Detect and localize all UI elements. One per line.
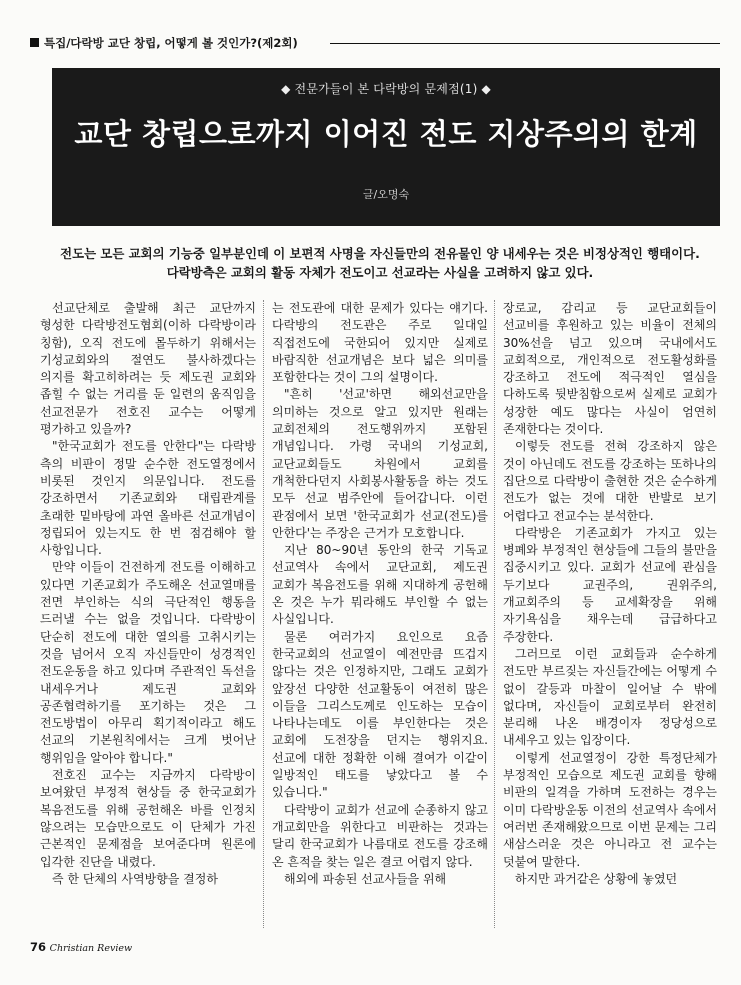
paragraph: "흔히 '선교'하면 해외선교만을 의미하는 것으로 알고 있지만 원래는 교회전체의 전도행위까지 포함된 개념입니다. 가령 국내의 기성교회, 교단교회들도 차원에서 교회를 개척한다던지 사회봉사활동을 하는 것도 모두 선교 범주안에 들어갑니다. 이런 관점에서 보면 '한국교회가 선교(전도)를 안한다'는 주장은 근거가 모호합니다. xyxy=(272,387,488,540)
column-divider xyxy=(263,300,264,928)
article-title: 교단 창립으로까지 이어진 전도 지상주의의 한계 xyxy=(74,117,698,151)
column-3 xyxy=(503,300,717,930)
paragraph: 다락방이 교회가 선교에 순종하지 않고 개교회만을 위한다고 비판하는 것과는 달리 한국교회가 나름대로 전도를 강조해 온 흔적을 찾는 일은 결코 어렵지 않다. xyxy=(272,802,488,869)
column-divider xyxy=(494,300,495,928)
paragraph: 해외에 파송된 선교사들을 위해 xyxy=(284,871,447,886)
paragraph: 만약 이들이 건전하게 전도를 이해하고 있다면 기존교회가 주도해온 선교열매를 전면 부인하는 식의 극단적인 행동을 드러낼 수는 없을 것입니다. 다락방이 단순히 전도에 대한 열의를 고취시키는 것을 넘어서 오직 자신들만이 성경적인 전도운동을 하고 있다며 주관적인 독선을 내세우거나 제도권 교회와 공존협력하기를 포기하는 것은 그 전도방법이 아무리 획기적이라고 해도 선교의 기본원칙에서는 크게 벗어난 행위임을 알아야 합니다." xyxy=(40,560,256,765)
paragraph: 물론 여러가지 요인으로 요즘 한국교회의 선교열이 예전만큼 뜨겁지 않다는 것은 인정하지만, 그래도 교회가 앞장선 다양한 선교활동이 여전히 많은 이들을 그리스도께로 인도하는 모습이 나타나는데도 이를 부인한다는 것은 교회에 도전장을 던지는 행위지요. 선교에 대한 정확한 이해 결여가 이같이 일방적인 태도를 낳았다고 볼 수 있습니다." xyxy=(272,629,488,800)
section-header xyxy=(30,36,720,52)
paragraph: 는 전도관에 대한 문제가 있다는 얘기다. 다락방의 전도관은 주로 일대일 직접전도에 국한되어 있지만 실제로 바람직한 선교개념은 보다 넓은 의미를 포함한다는 것이 그의 설명이다. xyxy=(272,301,488,385)
section-marker-icon xyxy=(30,38,39,47)
title-banner xyxy=(52,68,720,226)
paragraph: 다락방은 기존교회가 가지고 있는 병폐와 부정적인 현상들에 그들의 불만을 집중시키고 있다. 교회가 선교에 관심을 두기보다 교권주의, 권위주의, 개교회주의 등 교세확장을 위해 자기욕심을 채우는데 급급하다고 주장한다. xyxy=(503,525,717,644)
paragraph: "한국교회가 전도를 안한다"는 다락방 측의 비판이 정말 순수한 전도열정에서 비롯된 것인지 의문입니다. 전도를 강조하면서 기존교회와 대립관계를 초래한 밑바탕에 과연 올바른 선교개념이 정립되어 있는지도 한 번 점검해야 할 사항입니다. xyxy=(40,439,256,558)
magazine-name: Christian Review xyxy=(49,943,133,954)
paragraph: 이렇게 선교열정이 강한 특정단체가 부정적인 모습으로 제도권 교회를 향해 비판의 일격을 가하며 도전하는 경우는 이미 다락방운동 이전의 선교역사 속에서 여러번 존재해왔으므로 이번 문제는 그리 새삼스러운 것은 아니라고 전 교수는 덧붙여 말한다. xyxy=(503,750,717,869)
series-kicker: ◆ 전문가들이 본 다락방의 문제점(1) ◆ xyxy=(281,82,491,96)
paragraph: 그러므로 이런 교회들과 순수하게 전도만 부르짖는 자신들간에는 어떻게 수 없이 갈등과 마찰이 일어날 수 밖에 없다며, 자신들이 교회로부터 완전히 분리해 나온 배경이자 정당성으로 내세우고 있는 입장이다. xyxy=(503,646,717,748)
page-footer xyxy=(30,940,132,954)
paragraph: 즉 한 단체의 사역방향을 결정하 xyxy=(52,871,218,886)
column-1 xyxy=(40,300,256,930)
lead-line-1: 전도는 모든 교회의 기능중 일부분인데 이 보편적 사명을 자신들만의 전유물인 양 내세우는 것은 비정상적인 행태이다. xyxy=(60,246,700,261)
lead-line-2: 다락방측은 교회의 활동 자체가 전도이고 선교라는 사실을 고려하지 않고 있다. xyxy=(166,265,594,280)
lead-summary xyxy=(40,244,720,282)
paragraph: 지난 80~90년 동안의 한국 기독교 선교역사 속에서 교단교회, 제도권 교회가 복음전도를 위해 지대하게 공헌해 온 것은 누가 뭐라해도 부인할 수 없는 사실입니다. xyxy=(272,543,488,627)
paragraph: 하지만 과거같은 상황에 놓였던 xyxy=(515,871,678,886)
column-2 xyxy=(272,300,488,930)
page-number: 76 xyxy=(30,940,47,954)
paragraph: 전호진 교수는 지금까지 다락방이 보여왔던 부정적 현상들 중 한국교회가 복음전도를 위해 공헌해온 바를 인정치 않으려는 모습만으로도 이 단체가 가진 근본적인 문제점을 보여준다며 원론에 입각한 진단을 내렸다. xyxy=(40,768,256,869)
paragraph: 장로교, 감리교 등 교단교회들이 선교비를 후원하고 있는 비율이 전체의 30%선을 넘고 있으며 국내에서도 교회적으로, 개인적으로 전도활성화를 강조하고 전도에 적극적인 열심을 다하도록 뒷받침함으로써 실제로 교회가 성장한 예도 많다는 사실이 엄연히 존재한다는 것이다. xyxy=(503,301,717,437)
section-title: 특집/다락방 교단 창립, 어떻게 볼 것인가?(제2회) xyxy=(44,36,298,50)
header-rule xyxy=(330,43,720,44)
paragraph: 선교단체로 출발해 최근 교단까지 형성한 다락방전도협회(이하 다락방이라 칭함), 오직 전도에 몰두하기 위해서는 기성교회와의 절연도 불사하겠다는 의지를 확고히하려는 듯 제도권 교회와 좁힐 수 없는 거리를 둔 일련의 움직임을 선교전문가 전호진 교수는 어떻게 평가하고 있을까? xyxy=(40,301,256,437)
byline: 글/오명숙 xyxy=(362,188,410,201)
paragraph: 이렇듯 전도를 전혀 강조하지 않은 것이 아닌데도 전도를 강조하는 또하나의 집단으로 다락방이 출현한 것은 순수하게 전도가 없는 것에 대한 반발로 보기 어렵다고 전교수는 분석한다. xyxy=(503,439,717,523)
